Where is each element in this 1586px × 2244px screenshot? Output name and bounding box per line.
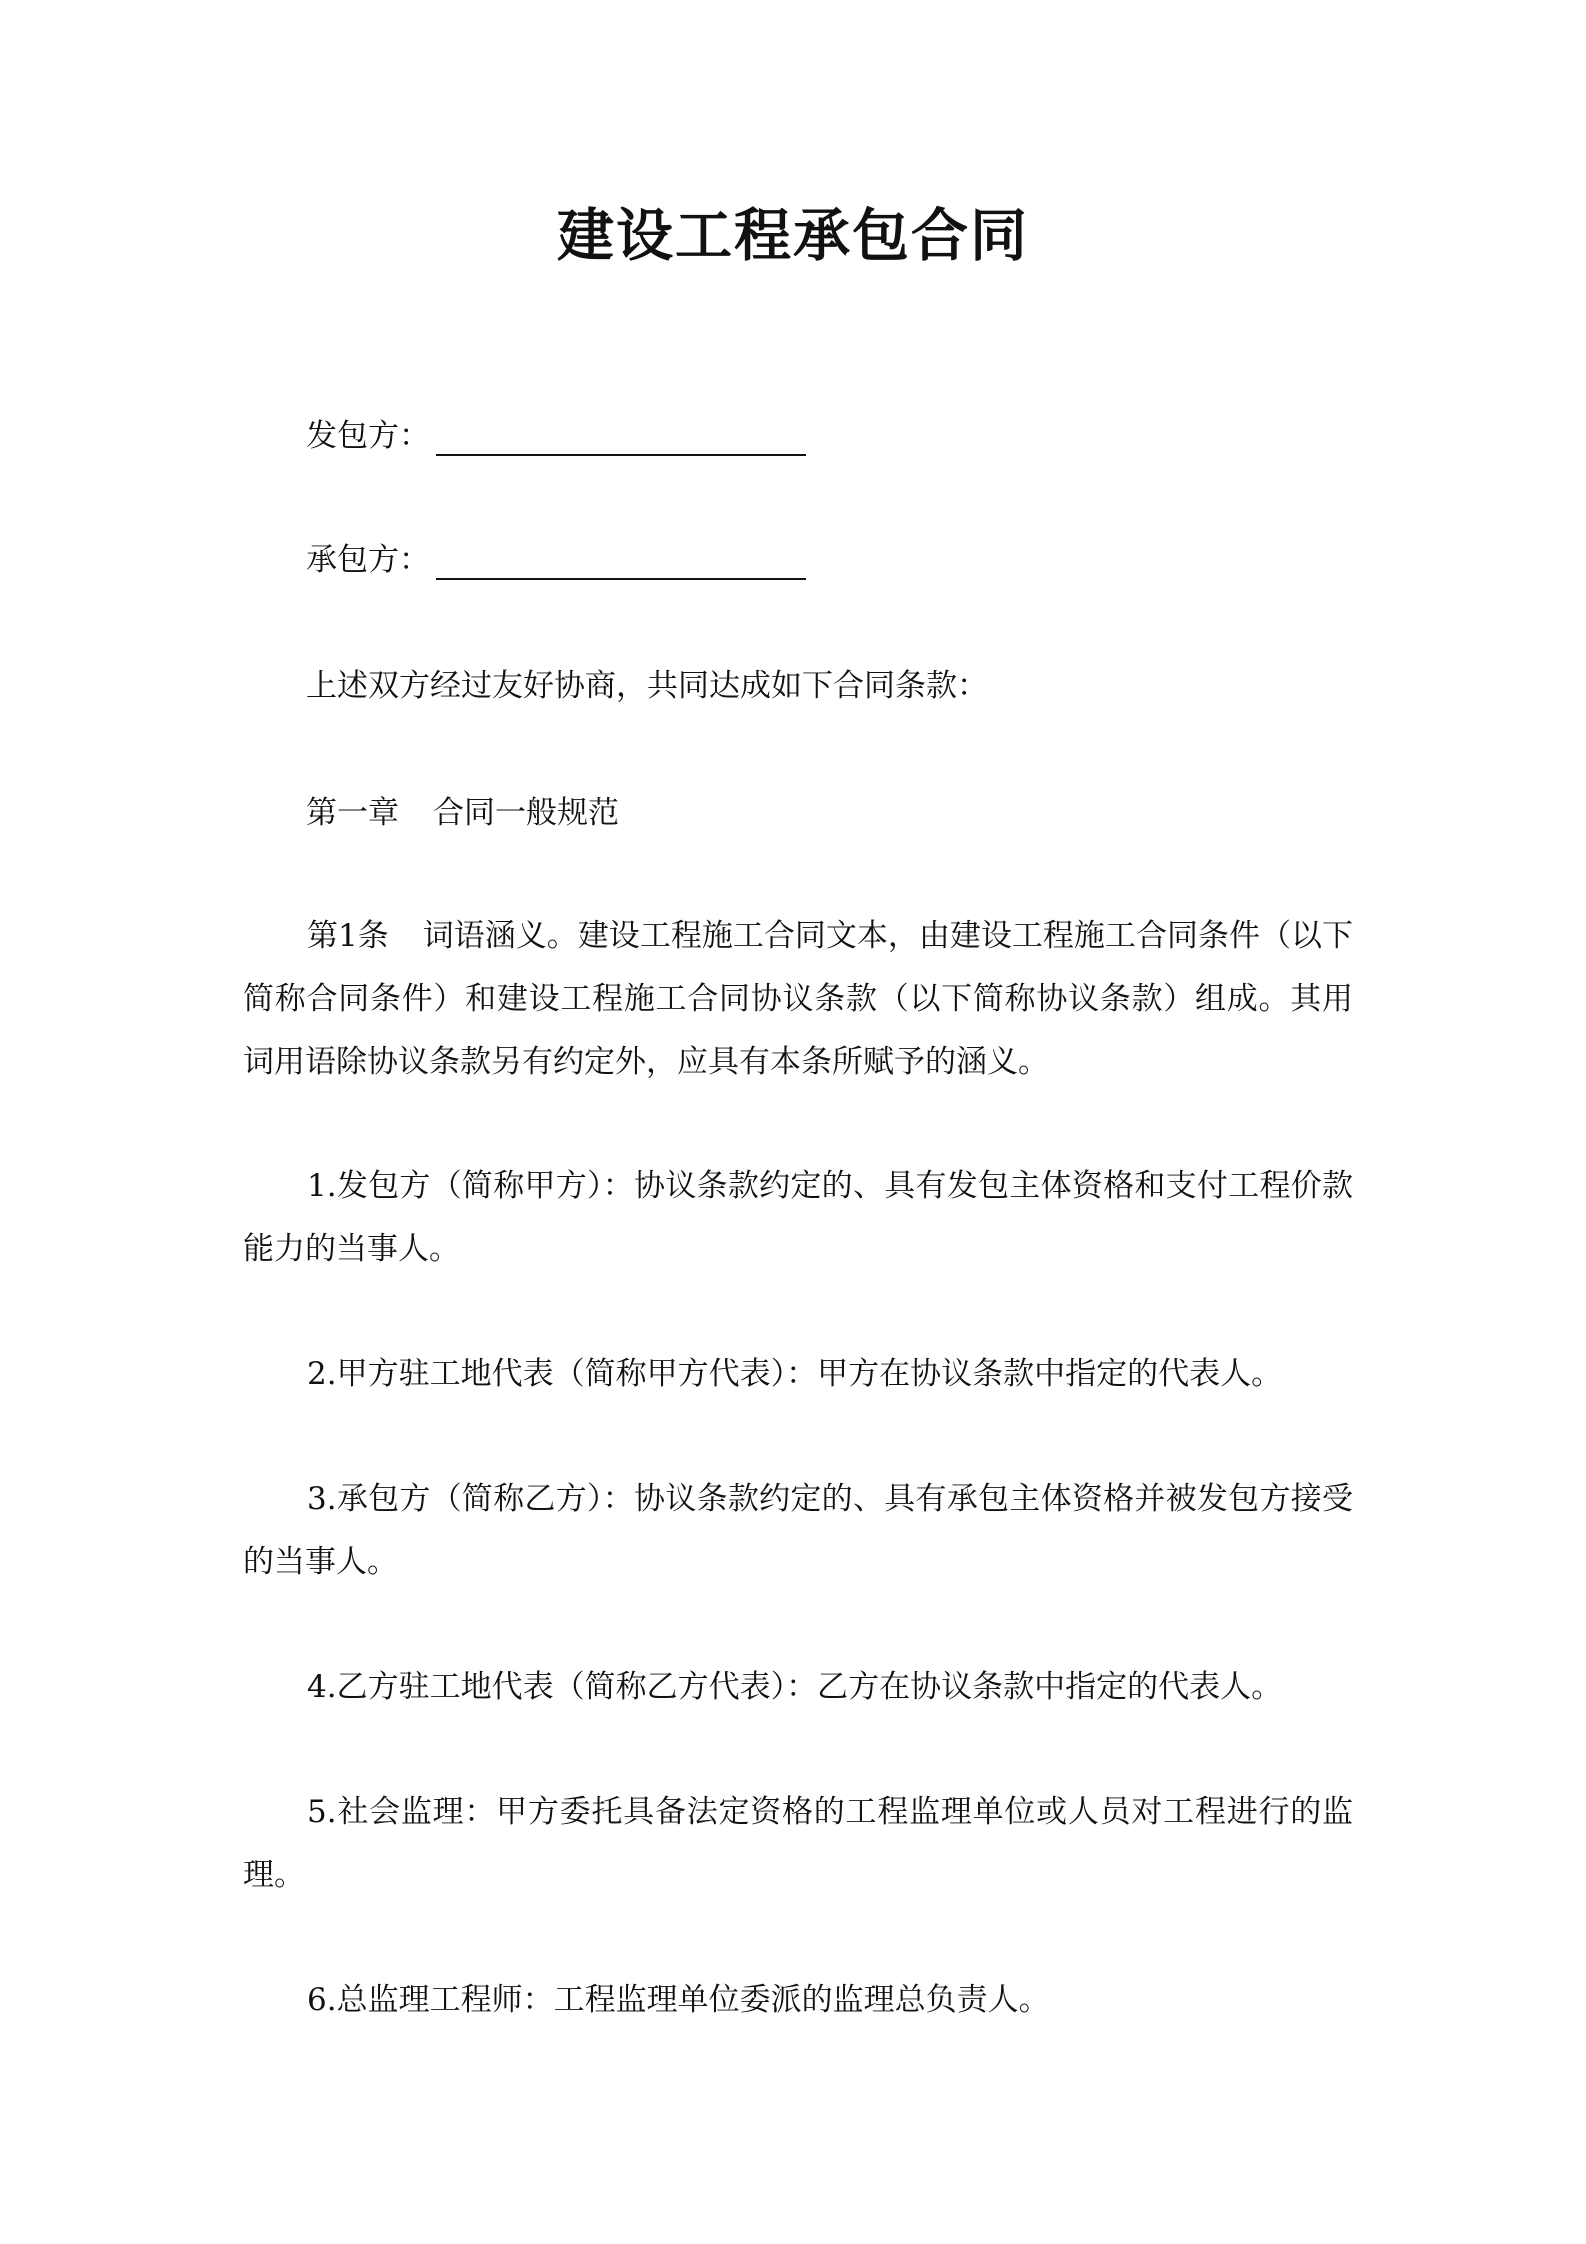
chapter-name: 合同一般规范 (433, 795, 619, 831)
definition-item: 4.乙方驻工地代表（简称乙方代表）：乙方在协议条款中指定的代表人。 (307, 1669, 1283, 1705)
party-b-label: 承包方： (306, 542, 430, 578)
definition-item: 1.发包方（简称甲方）：协议条款约定的、具有发包主体资格和支付工程价款能力的当事人。 (243, 1168, 1353, 1267)
preamble: 上述双方经过友好协商，共同达成如下合同条款： (306, 668, 988, 704)
definition-item: 3.承包方（简称乙方）：协议条款约定的、具有承包主体资格并被发包方接受的当事人。 (243, 1481, 1353, 1580)
party-a-line (306, 416, 806, 456)
party-a-blank (436, 424, 806, 456)
article-1-text: 词语涵义。建设工程施工合同文本，由建设工程施工合同条件（以下简称合同条件）和建设工程施工合同协议条款（以下简称协议条款）组成。其用词用语除协议条款另有约定外，应具有本条所赋予的涵义。 (243, 918, 1353, 1080)
chapter-heading (306, 793, 619, 833)
document-title: 建设工程承包合同 (557, 203, 1029, 269)
party-b-line (306, 540, 806, 580)
chapter-number: 第一章 (306, 795, 399, 831)
article-1 (243, 905, 1353, 1094)
definition-item: 6.总监理工程师：工程监理单位委派的监理总负责人。 (307, 1982, 1050, 2018)
party-b-blank (436, 548, 806, 580)
party-a-label: 发包方： (306, 418, 430, 454)
article-1-number: 第1条 (307, 918, 389, 954)
definition-item: 5.社会监理：甲方委托具备法定资格的工程监理单位或人员对工程进行的监理。 (243, 1794, 1353, 1893)
definition-item: 2.甲方驻工地代表（简称甲方代表）：甲方在协议条款中指定的代表人。 (307, 1356, 1283, 1392)
